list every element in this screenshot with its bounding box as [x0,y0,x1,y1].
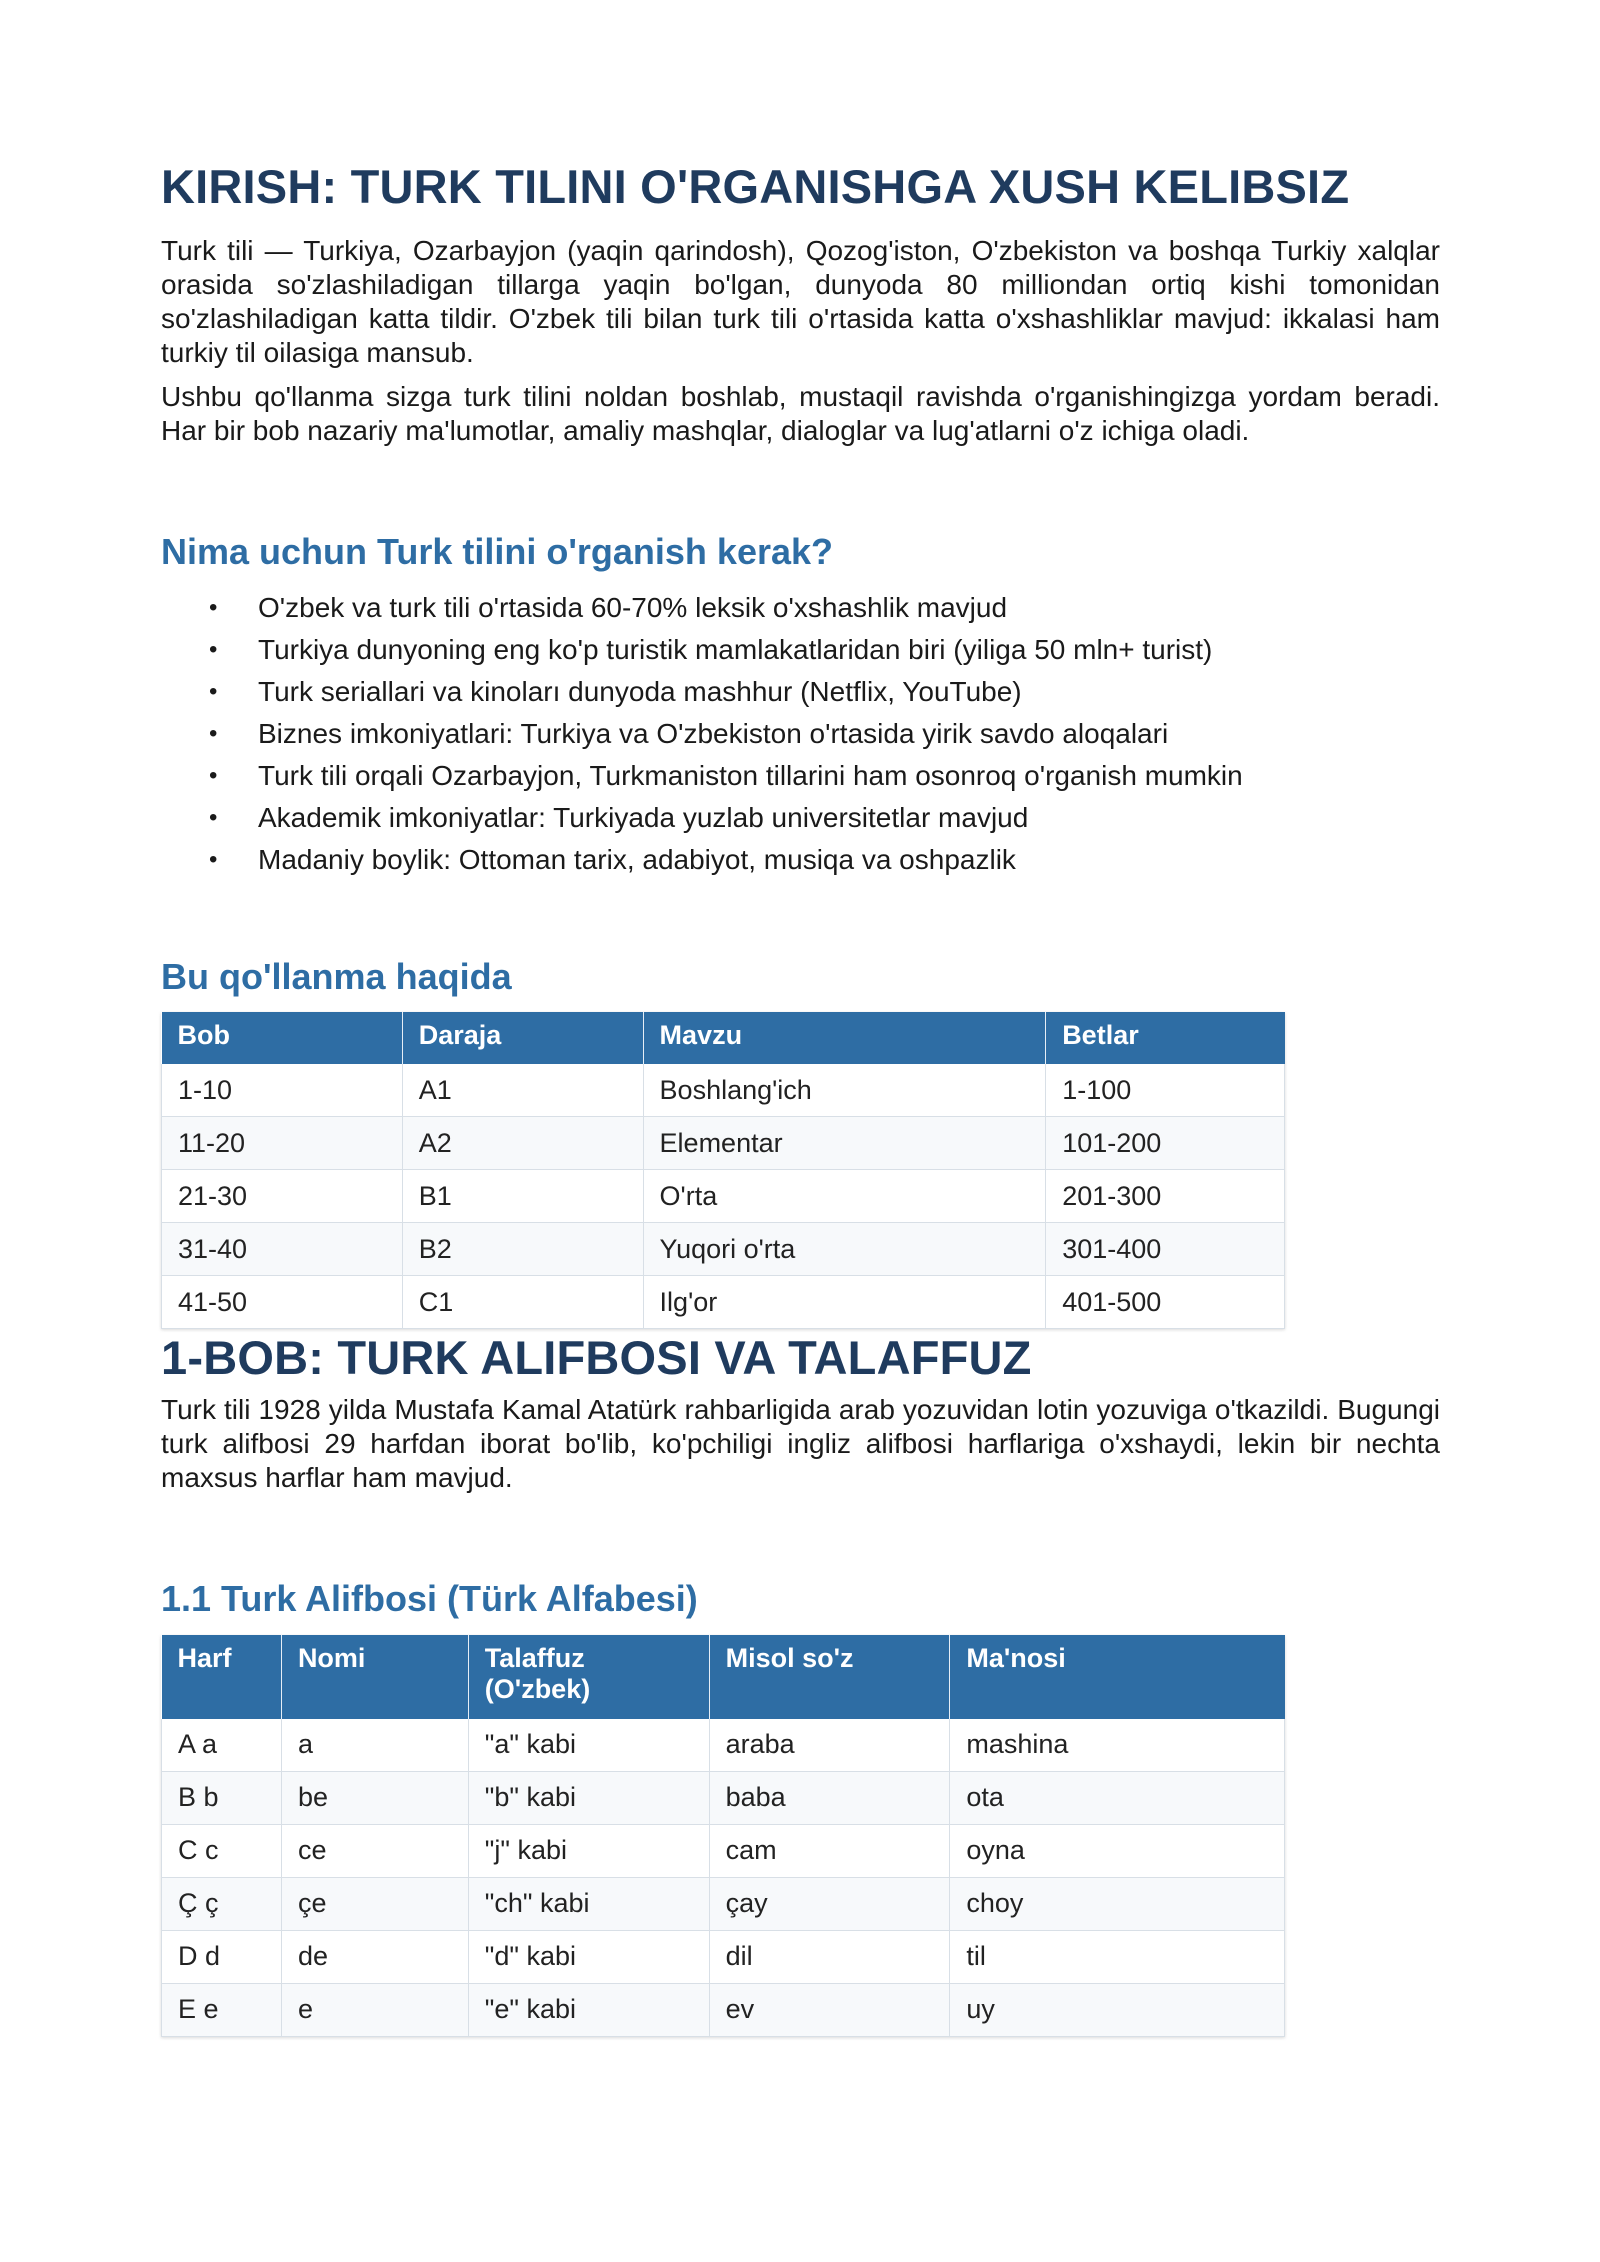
table-cell: 1-10 [162,1064,403,1117]
table-cell: a [281,1719,468,1772]
table-cell: B b [162,1771,282,1824]
guide-heading: Bu qo'llanma haqida [161,956,512,998]
table-cell: mashina [950,1719,1285,1772]
table-cell: ev [709,1983,950,2036]
table-row [162,1117,1285,1170]
table-cell: Yuqori o'rta [643,1223,1046,1276]
table-cell: Boshlang'ich [643,1064,1046,1117]
table-cell: 11-20 [162,1117,403,1170]
column-header: Mavzu [643,1012,1046,1064]
column-header: Betlar [1046,1012,1285,1064]
table-cell: B1 [402,1170,643,1223]
table-cell: uy [950,1983,1285,2036]
table-cell: ce [281,1824,468,1877]
table-cell: A a [162,1719,282,1772]
bullet-icon: • [209,762,218,790]
table-cell: 21-30 [162,1170,403,1223]
table-cell: e [281,1983,468,2036]
table-cell: 31-40 [162,1223,403,1276]
column-header: Ma'nosi [950,1635,1285,1719]
table-header-row [162,1012,1285,1064]
table-cell: de [281,1930,468,1983]
table-cell: 1-100 [1046,1064,1285,1117]
bullet-icon: • [209,846,218,874]
table-cell: "e" kabi [468,1983,709,2036]
table-cell: baba [709,1771,950,1824]
table-cell: 401-500 [1046,1276,1285,1329]
column-header: Misol so'z [709,1635,950,1719]
table-row [162,1771,1285,1824]
table-row [162,1877,1285,1930]
column-header: Nomi [281,1635,468,1719]
alphabet-table [161,1635,1285,2037]
table-cell: dil [709,1930,950,1983]
bullet-icon: • [209,804,218,832]
alphabet-heading: 1.1 Turk Alifbosi (Türk Alfabesi) [161,1578,698,1620]
column-header: Bob [162,1012,403,1064]
document-page [161,160,1440,2037]
table-row [162,1824,1285,1877]
table-cell: Ilg'or [643,1276,1046,1329]
list-item: • Biznes imkoniyatlari: Turkiya va O'zbekiston o'rtasida yirik savdo aloqalari [161,713,1440,755]
table-row [162,1170,1285,1223]
why-list [161,587,1440,881]
table-cell: 201-300 [1046,1170,1285,1223]
list-item: • Turk seriallari va kinoları dunyoda mashhur (Netflix, YouTube) [161,671,1440,713]
list-item: • Akademik imkoniyatlar: Turkiyada yuzlab universitetlar mavjud [161,797,1440,839]
table-cell: oyna [950,1824,1285,1877]
table-cell: D d [162,1930,282,1983]
intro-paragraph-2: Ushbu qo'llanma sizga turk tilini noldan boshlab, mustaqil ravishda o'rganishingizga yordam beradi. Har bir bob nazariy ma'lumotlar, amaliy mashqlar, dialoglar va lug'atlarni o'z ichiga oladi. [161,381,1440,447]
chapter1-paragraph: Turk tili 1928 yilda Mustafa Kamal Atatürk rahbarligida arab yozuvidan lotin yozuviga o'tkazildi. Bugungi turk alifbosi 29 harfdan iborat bo'lib, ko'pchiligi ingliz alifbosi harflariga o'xshaydi, lekin bir nechta maxsus harflar ham mavjud. [161,1394,1440,1494]
column-header: Talaffuz (O'zbek) [468,1635,709,1719]
bullet-icon: • [209,636,218,664]
table-cell: "a" kabi [468,1719,709,1772]
table-cell: araba [709,1719,950,1772]
table-row [162,1983,1285,2036]
table-cell: O'rta [643,1170,1046,1223]
guide-table [161,1012,1285,1329]
bullet-icon: • [209,678,218,706]
table-cell: ota [950,1771,1285,1824]
table-cell: "b" kabi [468,1771,709,1824]
table-cell: "j" kabi [468,1824,709,1877]
table-cell: çe [281,1877,468,1930]
list-item: • Madaniy boylik: Ottoman tarix, adabiyot, musiqa va oshpazlik [161,839,1440,881]
table-cell: cam [709,1824,950,1877]
table-cell: E e [162,1983,282,2036]
table-row [162,1276,1285,1329]
table-header-row [162,1635,1285,1719]
table-cell: 301-400 [1046,1223,1285,1276]
intro-paragraph-1: Turk tili — Turkiya, Ozarbayjon (yaqin qarindosh), Qozog'iston, O'zbekiston va boshqa Turkiy xalqlar orasida so'zlashiladigan tillarga yaqin bo'lgan, dunyoda 80 milliondan ortiq kishi tomonidan so'zlashiladigan katta tildir. O'zbek tili bilan turk tili o'rtasida katta o'xshashliklar mavjud: ikkalasi ham turkiy til oilasiga mansub. [161,235,1440,369]
list-item: • Turkiya dunyoning eng ko'p turistik mamlakatlaridan biri (yiliga 50 mln+ turist) [161,629,1440,671]
why-heading: Nima uchun Turk tilini o'rganish kerak? [161,531,834,573]
table-cell: choy [950,1877,1285,1930]
table-cell: A2 [402,1117,643,1170]
table-cell: 41-50 [162,1276,403,1329]
table-row [162,1064,1285,1117]
table-cell: C1 [402,1276,643,1329]
column-header: Daraja [402,1012,643,1064]
table-row [162,1930,1285,1983]
table-cell: Elementar [643,1117,1046,1170]
table-cell: be [281,1771,468,1824]
column-header: Harf [162,1635,282,1719]
list-item: • O'zbek va turk tili o'rtasida 60-70% leksik o'xshashlik mavjud [161,587,1440,629]
table-cell: Ç ç [162,1877,282,1930]
table-cell: C c [162,1824,282,1877]
table-cell: "ch" kabi [468,1877,709,1930]
intro-title: KIRISH: TURK TILINI O'RGANISHGA XUSH KELIBSIZ [161,160,1350,213]
table-cell: B2 [402,1223,643,1276]
table-cell: 101-200 [1046,1117,1285,1170]
table-cell: A1 [402,1064,643,1117]
table-cell: "d" kabi [468,1930,709,1983]
bullet-icon: • [209,594,218,622]
bullet-icon: • [209,720,218,748]
list-item: • Turk tili orqali Ozarbayjon, Turkmaniston tillarini ham osonroq o'rganish mumkin [161,755,1440,797]
table-row [162,1719,1285,1772]
table-cell: til [950,1930,1285,1983]
table-cell: çay [709,1877,950,1930]
table-row [162,1223,1285,1276]
chapter1-title: 1-BOB: TURK ALIFBOSI VA TALAFFUZ [161,1331,1032,1385]
